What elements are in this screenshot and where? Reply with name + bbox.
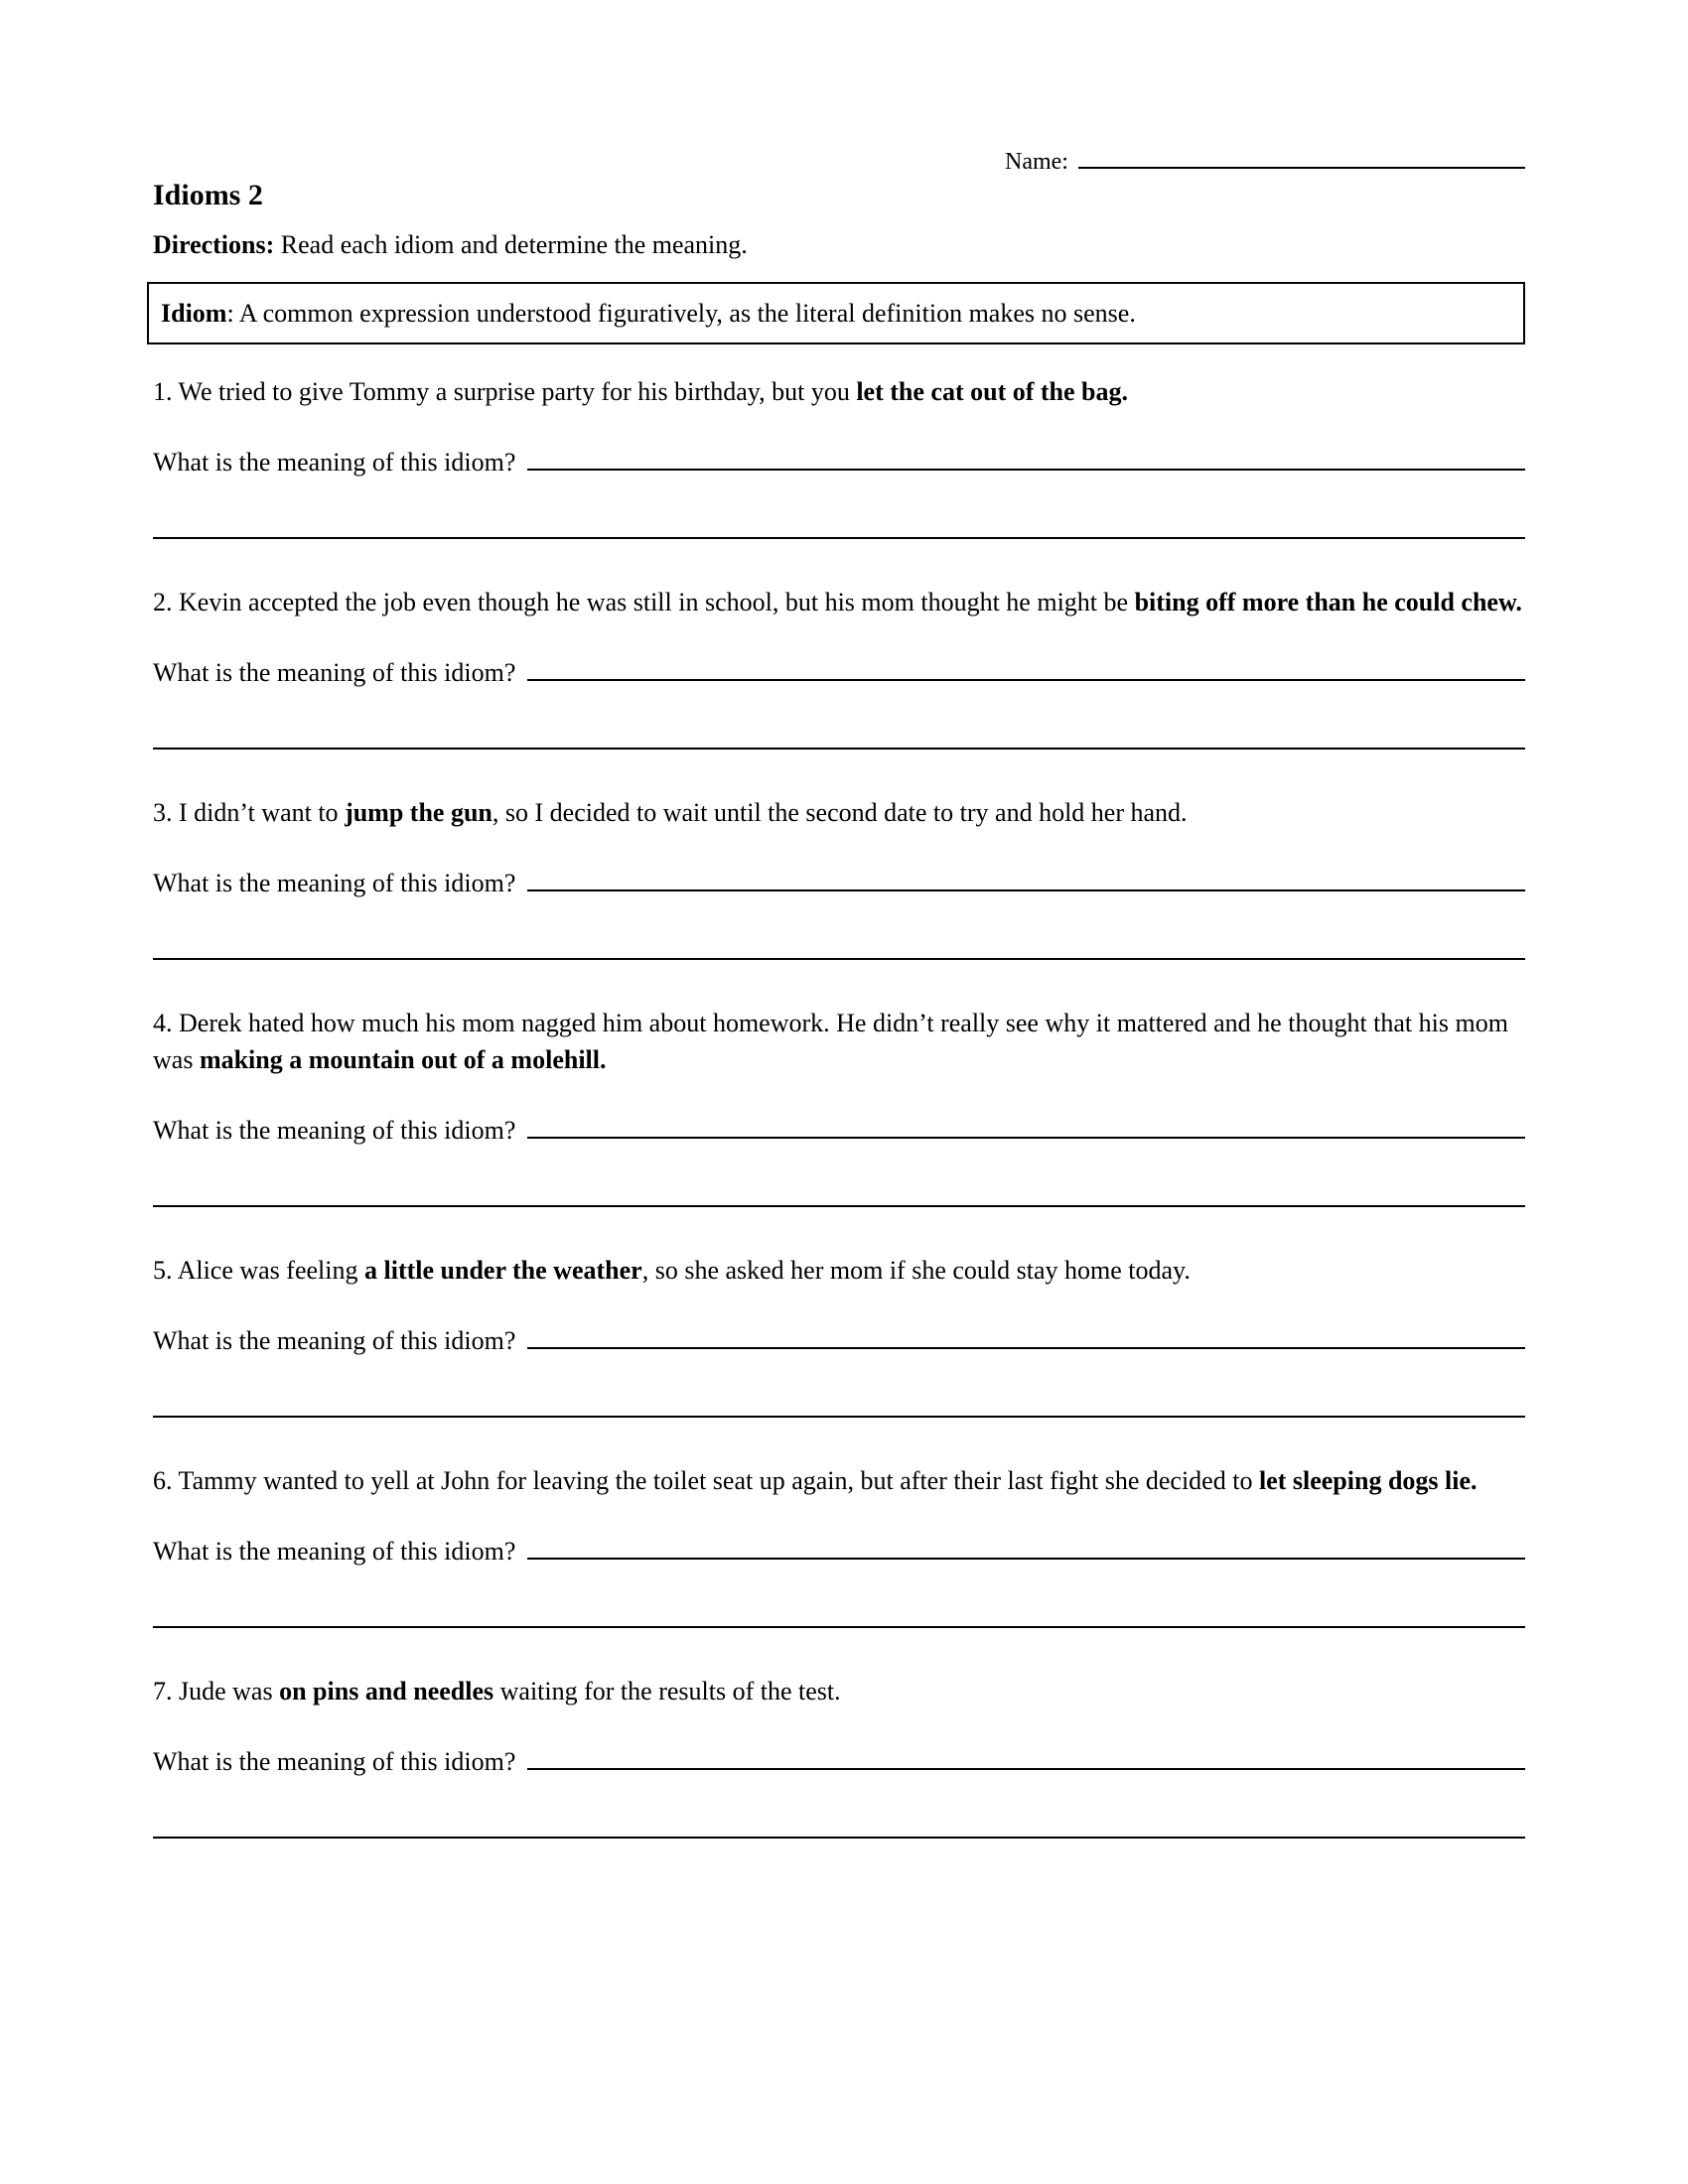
idiom-phrase: a little under the weather (364, 1256, 642, 1286)
answer-write-line-2[interactable] (153, 521, 1525, 539)
question-number: 7. (153, 1677, 173, 1706)
answer-area (153, 1536, 1525, 1628)
idiom-phrase: biting off more than he could chew. (1134, 587, 1522, 616)
idiom-definition-body: : A common expression understood figuratively, as the literal definition makes no sense. (226, 298, 1136, 328)
answer-write-line-1[interactable] (527, 1331, 1525, 1349)
question-sentence: Tammy wanted to yell at John for leaving the toilet seat up again, but after their last fight she decided to (172, 1466, 1259, 1496)
question-block (147, 1253, 1525, 1463)
answer-area (153, 1746, 1525, 1839)
name-field-row (1005, 147, 1525, 174)
answer-write-line-2[interactable] (153, 1400, 1525, 1418)
question-text (153, 374, 1525, 411)
question-number: 5. (153, 1256, 173, 1286)
directions-label: Directions: (153, 229, 275, 259)
question-block (147, 1674, 1525, 1884)
question-spacer (147, 539, 1525, 585)
question-spacer (147, 1207, 1525, 1253)
question-number: 4. (153, 1009, 173, 1038)
question-number: 1. (153, 376, 173, 406)
worksheet-content (147, 179, 1525, 1884)
question-sentence: We tried to give Tommy a surprise party for his birthday, but you (172, 376, 857, 406)
question-sentence: , so I decided to wait until the second date to try and hold her hand. (492, 798, 1188, 828)
question-block (147, 795, 1525, 1006)
question-text (153, 1674, 1525, 1710)
question-number: 3. (153, 798, 173, 828)
question-spacer (147, 1839, 1525, 1884)
name-input-blank[interactable] (1078, 147, 1525, 169)
question-text (153, 1006, 1525, 1079)
answer-prompt-row (153, 657, 1525, 688)
idiom-phrase: on pins and needles (279, 1677, 494, 1706)
page-title: Idioms 2 (153, 179, 263, 211)
answer-prompt-row (153, 868, 1525, 898)
question-block (147, 585, 1525, 795)
question-sentence: waiting for the results of the test. (493, 1677, 841, 1706)
question-spacer (147, 1628, 1525, 1674)
answer-write-line-1[interactable] (527, 874, 1525, 891)
answer-prompt-row (153, 1746, 1525, 1777)
answer-prompt-label: What is the meaning of this idiom? (153, 1326, 516, 1356)
idiom-definition-text (161, 298, 1511, 329)
questions-list (147, 374, 1525, 1885)
answer-write-line-1[interactable] (527, 453, 1525, 471)
idiom-definition-term: Idiom (161, 298, 227, 328)
answer-write-line-1[interactable] (527, 1752, 1525, 1770)
question-sentence: Jude was (172, 1677, 280, 1706)
directions-line (153, 229, 1525, 260)
answer-write-line-2[interactable] (153, 942, 1525, 960)
question-number: 2. (153, 587, 173, 616)
answer-area (153, 657, 1525, 750)
name-label: Name: (1005, 149, 1068, 175)
answer-prompt-row (153, 1325, 1525, 1356)
question-block (147, 1006, 1525, 1253)
question-text (153, 795, 1525, 832)
answer-prompt-row (153, 1536, 1525, 1567)
question-sentence: , so she asked her mom if she could stay home today. (641, 1256, 1191, 1286)
answer-write-line-1[interactable] (527, 1542, 1525, 1560)
idiom-phrase: let the cat out of the bag. (856, 376, 1129, 406)
answer-prompt-label: What is the meaning of this idiom? (153, 1115, 516, 1145)
answer-area (153, 1325, 1525, 1418)
answer-prompt-label: What is the meaning of this idiom? (153, 868, 516, 897)
answer-prompt-label: What is the meaning of this idiom? (153, 657, 516, 687)
answer-prompt-row (153, 447, 1525, 478)
answer-write-line-2[interactable] (153, 1610, 1525, 1628)
answer-area (153, 868, 1525, 960)
question-spacer (147, 750, 1525, 795)
question-block (147, 1463, 1525, 1674)
question-spacer (147, 960, 1525, 1006)
answer-prompt-row (153, 1115, 1525, 1146)
idiom-phrase: jump the gun (345, 798, 492, 828)
idiom-phrase: let sleeping dogs lie. (1258, 1466, 1477, 1496)
answer-area (153, 447, 1525, 539)
question-sentence: I didn’t want to (172, 798, 346, 828)
answer-prompt-label: What is the meaning of this idiom? (153, 1537, 516, 1567)
question-sentence: Derek hated how much his mom nagged him about homework. He didn’t really see why it mattered and he thought that his mom was (153, 1009, 1508, 1075)
answer-area (153, 1115, 1525, 1207)
question-block (147, 374, 1525, 585)
question-sentence: Alice was feeling (172, 1256, 364, 1286)
answer-prompt-label: What is the meaning of this idiom? (153, 447, 516, 477)
idiom-phrase: making a mountain out of a molehill. (199, 1045, 607, 1075)
question-text (153, 1463, 1525, 1500)
question-number: 6. (153, 1466, 173, 1496)
answer-prompt-label: What is the meaning of this idiom? (153, 1747, 516, 1777)
directions-text: Read each idiom and determine the meaning. (274, 229, 748, 259)
question-text (153, 585, 1525, 621)
question-spacer (147, 1418, 1525, 1463)
answer-write-line-2[interactable] (153, 732, 1525, 750)
answer-write-line-1[interactable] (527, 663, 1525, 681)
idiom-definition-box (147, 282, 1525, 344)
question-sentence: Kevin accepted the job even though he was still in school, but his mom thought he might be (172, 587, 1135, 616)
answer-write-line-2[interactable] (153, 1821, 1525, 1839)
question-text (153, 1253, 1525, 1290)
answer-write-line-2[interactable] (153, 1189, 1525, 1207)
answer-write-line-1[interactable] (527, 1121, 1525, 1139)
